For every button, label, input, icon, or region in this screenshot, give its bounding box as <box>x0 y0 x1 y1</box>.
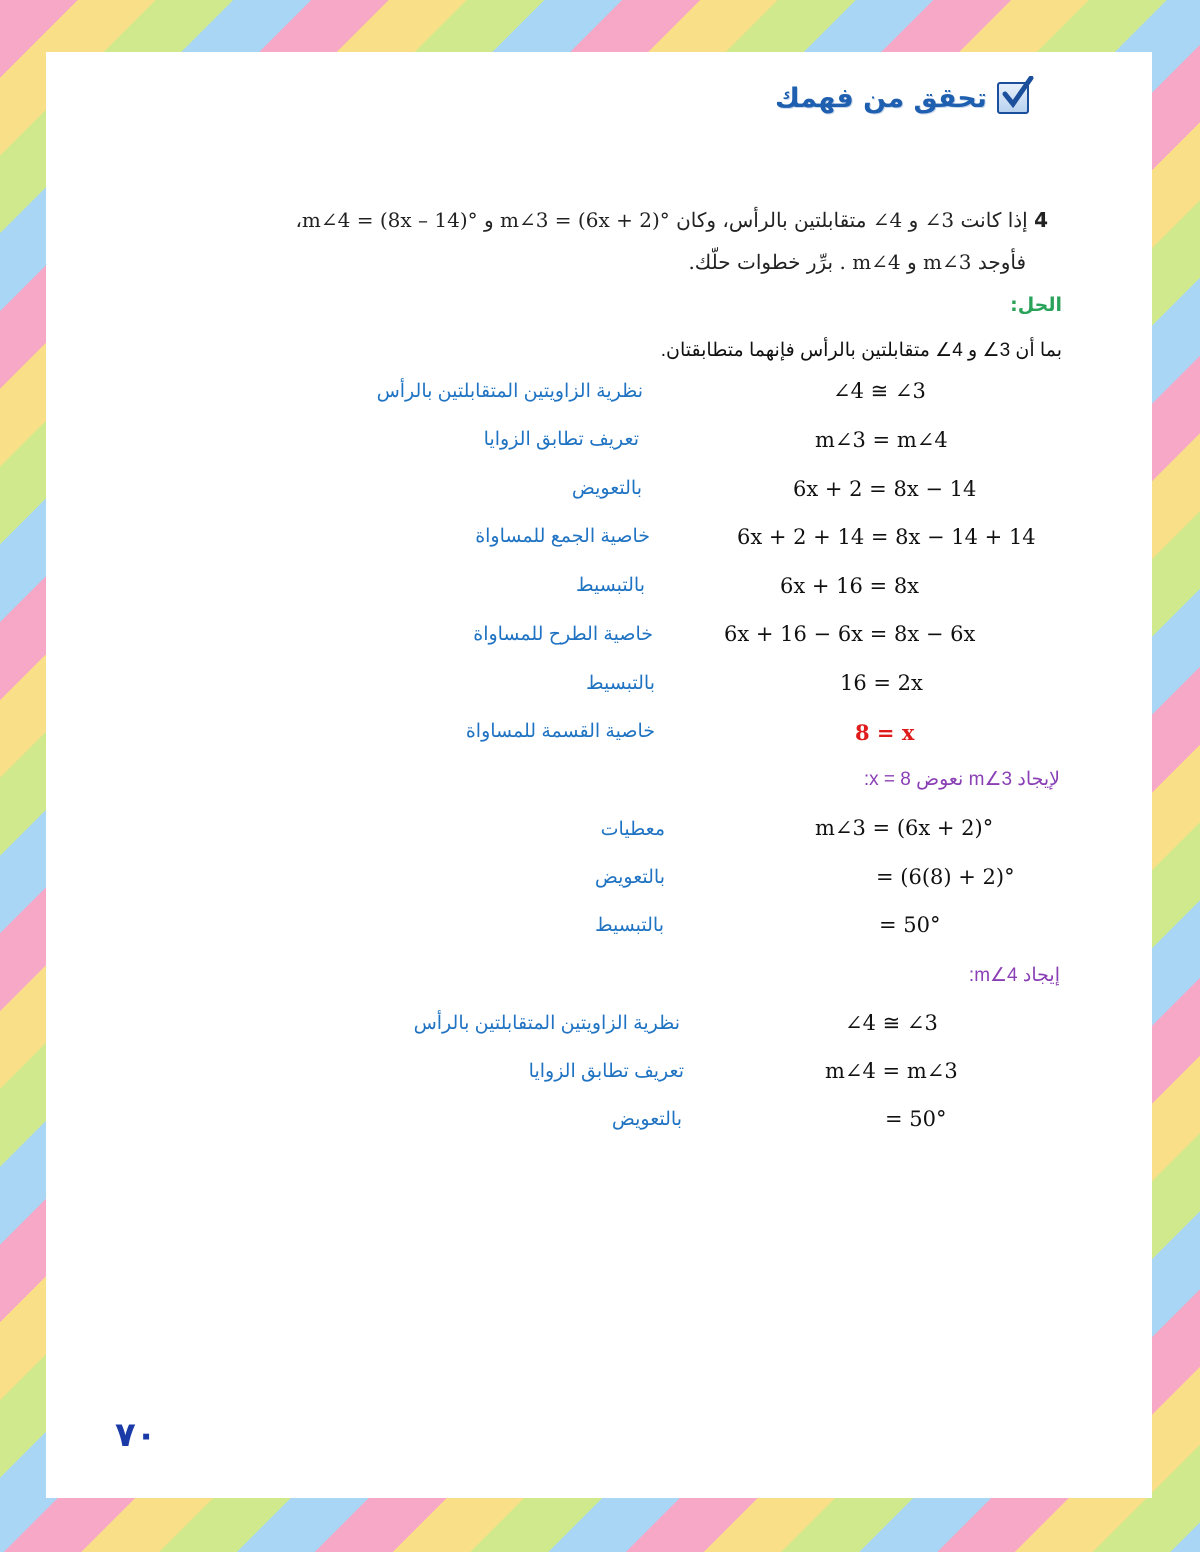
m4-step-1-eq: ∠4 ≅ ∠3 <box>845 1011 938 1035</box>
step-2-eq: m∠3 = m∠4 <box>815 428 948 452</box>
m4-step-2-eq: m∠4 = m∠3 <box>825 1059 958 1083</box>
m4-step-3-eq: = 50° <box>885 1107 947 1131</box>
m3-step-2-eq: = (6(8) + 2)° <box>876 865 1015 889</box>
m3-step-3-eq: = 50° <box>879 913 941 937</box>
step-4-reason: خاصية الجمع للمساواة <box>475 526 650 547</box>
find-m3-heading: لإيجاد m∠3 نعوض x = 8: <box>863 769 1060 790</box>
step-3-eq: 6x + 2 = 8x − 14 <box>793 477 977 501</box>
solution-label: الحل: <box>1010 294 1062 316</box>
step-7-eq: 16 = 2x <box>840 671 923 695</box>
section-header <box>775 82 1029 114</box>
m4-step-3-reason: بالتعويض <box>611 1109 682 1130</box>
problem-number: 4 <box>1034 208 1048 232</box>
problem-line-1 <box>295 208 1048 232</box>
step-1-eq: ∠4 ≅ ∠3 <box>833 379 926 403</box>
m3-step-2-reason: بالتعويض <box>594 867 665 888</box>
problem-text-1: إذا كانت 3∠ و 4∠ متقابلتين بالرأس، وكان °(6x + 2) = m∠3 و °(8x – 14) = m∠4، <box>295 208 1028 232</box>
m3-step-1-reason: معطيات <box>600 819 665 840</box>
step-8-reason: خاصية القسمة للمساواة <box>465 721 655 742</box>
step-8-eq: 8 = x <box>855 720 915 745</box>
step-1-reason: نظرية الزاويتين المتقابلتين بالرأس <box>376 381 643 402</box>
page-number: ٧٠ <box>115 1415 157 1455</box>
m4-step-2-reason: تعريف تطابق الزوايا <box>528 1061 684 1082</box>
header-title: تحقق من فهمك <box>775 82 987 114</box>
problem-line-2: فأوجد m∠3 و m∠4 . برِّر خطوات حلّك. <box>688 250 1026 274</box>
solution-intro: بما أن 3∠ و 4∠ متقابلتين بالرأس فإنهما متطابقتان. <box>660 340 1062 361</box>
m3-step-3-reason: بالتبسيط <box>594 915 664 936</box>
step-5-eq: 6x + 16 = 8x <box>780 574 920 598</box>
step-5-reason: بالتبسيط <box>575 575 645 596</box>
step-6-reason: خاصية الطرح للمساواة <box>473 624 653 645</box>
find-m4-heading: إيجاد m∠4: <box>968 965 1060 986</box>
step-6-eq: 6x + 16 − 6x = 8x − 6x <box>724 622 976 646</box>
m4-step-1-reason: نظرية الزاويتين المتقابلتين بالرأس <box>413 1013 680 1034</box>
step-7-reason: بالتبسيط <box>585 673 655 694</box>
step-2-reason: تعريف تطابق الزوايا <box>483 429 639 450</box>
step-4-eq: 6x + 2 + 14 = 8x − 14 + 14 <box>737 525 1036 549</box>
m3-step-1-eq: m∠3 = (6x + 2)° <box>815 816 994 840</box>
checkmark-icon <box>997 82 1029 114</box>
step-3-reason: بالتعويض <box>571 478 642 499</box>
